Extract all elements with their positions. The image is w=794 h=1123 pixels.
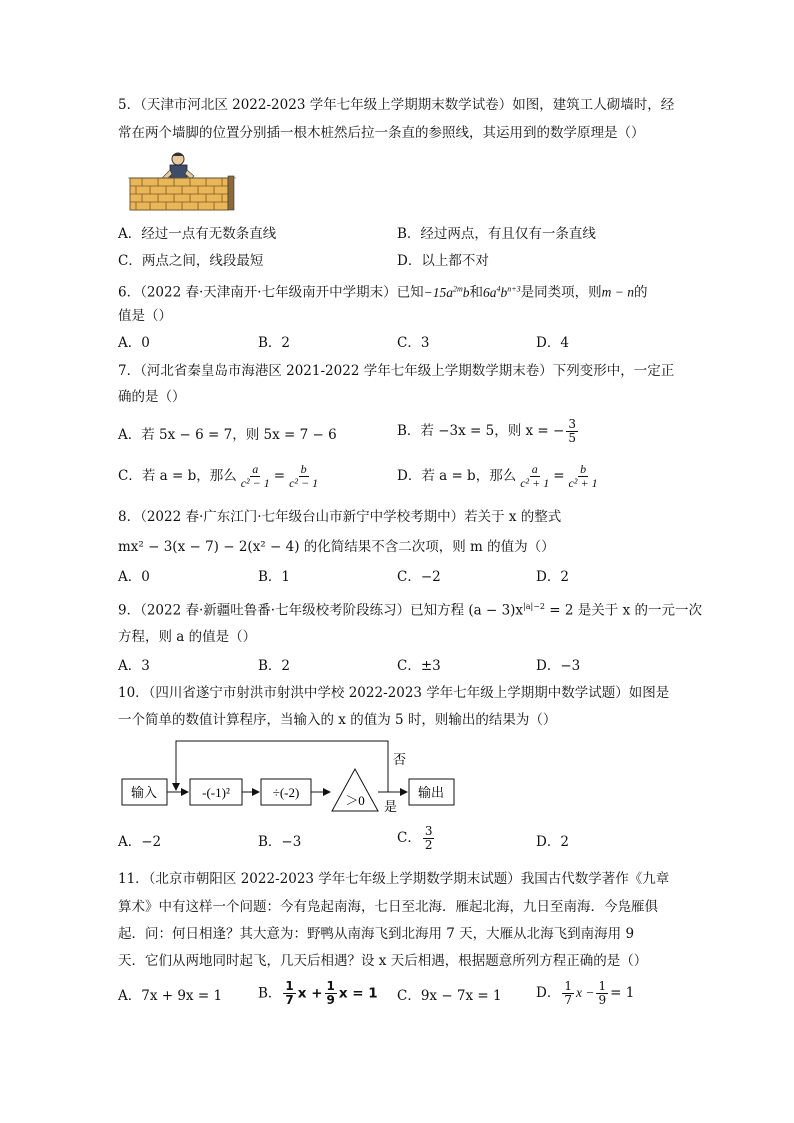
q6-line1 bbox=[118, 280, 648, 302]
q10-line2: 一个简单的数值计算程序，当输入的 x 的值为 5 时，则输出的结果为（） bbox=[118, 712, 557, 728]
q9-option-b: B．2 bbox=[258, 658, 291, 674]
q6-line2: 值是（） bbox=[118, 308, 172, 324]
q7-option-d: D．若 a = b，那么 $\frac{a}{\text{c² + 1}}$ = $\frac{b}{\text{c² + 1}}$ bbox=[397, 462, 598, 490]
q10-option-b: B．−3 bbox=[258, 834, 302, 850]
q11-option-b: B． $\frac{1}{7}$ x + $\frac{1}{9}$ x = 1 bbox=[258, 979, 378, 1007]
bricklayer-illustration bbox=[128, 150, 238, 212]
q10-option-a: A．−2 bbox=[118, 834, 162, 850]
flowchart bbox=[118, 735, 468, 815]
q9-line1: 9．（2022 春·新疆吐鲁番·七年级校考阶段练习）已知方程 $(a - 3)x^{|a|-2} = 2$ 是关于 x 的一元一次 bbox=[118, 602, 702, 619]
q7-line1: 7．（河北省秦皇岛市海港区 2021-2022 学年七年级上学期数学期末卷）下列变形中，一定正 bbox=[118, 363, 675, 379]
flow-step2-label: ÷(-2) bbox=[272, 785, 300, 800]
q6-post: 是同类项，则 bbox=[520, 284, 602, 301]
q9-option-a: A．3 bbox=[118, 658, 150, 674]
q8-option-c: C．−2 bbox=[397, 569, 441, 585]
q6-option-d: D．4 bbox=[536, 335, 569, 351]
q6-and: 和 bbox=[469, 284, 483, 301]
q11-line3: 起．问：何日相逢？其大意为：野鸭从南海飞到北海用 7 天，大雁从北海飞到南海用 9 bbox=[118, 926, 635, 942]
q6-option-b: B．2 bbox=[258, 335, 291, 351]
q10-line1: 10．（四川省遂宁市射洪市射洪中学校 2022-2023 学年七年级上学期期中数学试题）如图是 bbox=[118, 685, 670, 701]
q7-line2: 确的是（） bbox=[118, 389, 186, 405]
q9-option-d: D．−3 bbox=[536, 658, 581, 674]
q6-option-c: C．3 bbox=[397, 335, 430, 351]
q5-line2: 常在两个墙脚的位置分别插一根木桩然后拉一条直的参照线，其运用到的数学原理是（） bbox=[118, 125, 645, 141]
q8-line1: 8．（2022 春·广东江门·七年级台山市新宁中学校考期中）若关于 x 的整式 bbox=[118, 509, 562, 525]
flow-input-label: 输入 bbox=[130, 785, 158, 800]
q8-option-b: B．1 bbox=[258, 569, 291, 585]
flow-step1-label: -(-1)² bbox=[202, 785, 230, 800]
q6-option-a: A．0 bbox=[118, 335, 150, 351]
q9-line2: 方程，则 a 的值是（） bbox=[118, 629, 257, 645]
q7-option-b: B．若 −3x = 5，则 x = − $\frac{3}{5}$ bbox=[397, 417, 576, 445]
flow-yes-label: 是 bbox=[384, 799, 398, 814]
q11-line4: 天．它们从两地同时起飞，几天后相遇？设 x 天后相遇，根据题意所列方程正确的是（） bbox=[118, 953, 648, 969]
q11-line1: 11．（北京市朝阳区 2022-2023 学年七年级上学期数学期末试题）我国古代数学著作《九章 bbox=[118, 871, 670, 887]
q5-option-a: A．经过一点有无数条直线 bbox=[118, 226, 277, 242]
q10-option-d: D．2 bbox=[536, 834, 569, 850]
q6-tail: 的 bbox=[634, 284, 648, 301]
q5-option-d: D．以上都不对 bbox=[397, 253, 489, 269]
flow-output-label: 输出 bbox=[417, 785, 445, 800]
q9-option-c: C．±3 bbox=[397, 658, 441, 674]
flow-condition-label: ＞0 bbox=[345, 793, 365, 808]
q11-option-c: C．9x − 7x = 1 bbox=[397, 988, 502, 1004]
q6-term1: $-15a^{2m}b$ bbox=[423, 284, 470, 300]
q6-prefix: 6．（2022 春·天津南开·七年级南开中学期末）已知 bbox=[118, 284, 424, 301]
q7-option-a: A．若 5x − 6 = 7，则 5x = 7 − 6 bbox=[118, 427, 337, 443]
flow-no-label: 否 bbox=[393, 752, 407, 767]
q6-mn: m − n bbox=[601, 284, 634, 300]
q7-option-c: C．若 a = b，那么 $\frac{a}{\text{c² − 1}}$ = $\frac{b}{\text{c² − 1}}$ bbox=[118, 462, 319, 490]
q8-option-a: A．0 bbox=[118, 569, 150, 585]
q8-line2: mx² − 3(x − 7) − 2(x² − 4) 的化简结果不含二次项，则 m 的值为（） bbox=[118, 539, 555, 555]
q11-line2: 算术》中有这样一个问题：今有凫起南海，七日至北海．雁起北海，九日至南海．今凫雁俱 bbox=[118, 899, 658, 915]
q5-option-c: C．两点之间，线段最短 bbox=[118, 253, 264, 269]
q11-option-a: A．7x + 9x = 1 bbox=[118, 988, 223, 1004]
q6-term2: $6a^4b^{n+3}$ bbox=[482, 284, 521, 300]
q5-line1: 5．（天津市河北区 2022-2023 学年七年级上学期期末数学试卷）如图，建筑工人砌墙时，经 bbox=[118, 97, 675, 113]
q10-option-c: C． $\frac{3}{2}$ bbox=[397, 824, 433, 852]
q11-option-d: D． $\frac{1}{7}$ x − $\frac{1}{9}$ = 1 bbox=[536, 979, 635, 1007]
q5-option-b: B．经过两点，有且仅有一条直线 bbox=[397, 226, 596, 242]
q8-option-d: D．2 bbox=[536, 569, 569, 585]
